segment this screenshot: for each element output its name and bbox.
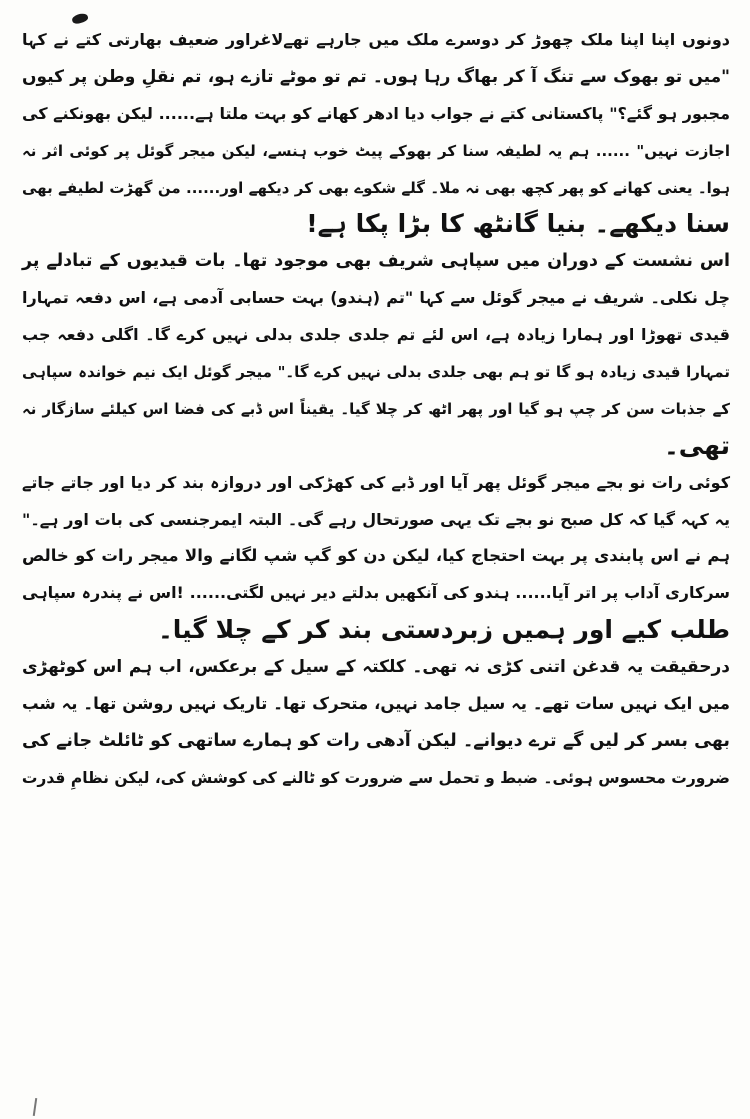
margin-pencil-mark: [33, 1098, 37, 1116]
text-line: یہ کہہ گیا کہ کل صبح نو بجے تک یہی صورتحال رہے گی۔ البتہ ایمرجنسی کی بات اور ہے۔": [22, 509, 731, 529]
text-line: ضرورت محسوس ہوئی۔ ضبط و تحمل سے ضرورت کو ٹالنے کی کوشش کی، لیکن نظامِ قدرت: [21, 768, 730, 787]
text-line: سرکاری آداب پر اتر آیا...... ہندو کی آنکھیں بدلتے دیر نہیں لگتی...... !اس نے پندرہ سپاہی: [22, 583, 730, 603]
text-line: کوئی رات نو بجے میجر گوئل پھر آیا اور ڈبے کی کھڑکی اور دروازہ بند کر دیا اور جاتے جاتے: [22, 472, 730, 492]
text-line: اجازت نہیں" ...... ہم یہ لطیفہ سنا کر بھوکے پیٹ خوب ہنسے، لیکن میجر گوئل پر کوئی اثر نہ: [22, 141, 730, 160]
text-line: طلب کیے اور ہمیں زبردستی بند کر کے چلا گیا۔: [158, 615, 730, 645]
paragraph-2: [22, 243, 730, 464]
text-line: میں ایک نہیں سات تھے۔ یہ سیل جامد نہیں، متحرک تھا۔ تاریک نہیں روشن تھا۔ یہ شب: [22, 694, 730, 714]
text-line: تھی۔: [664, 430, 730, 460]
text-line: قیدی تھوڑا اور ہمارا زیادہ ہے، اس لئے تم جلدی جلدی بدلی نہیں کرے گا۔ اگلی دفعہ جب: [22, 325, 730, 345]
text-line: اس نشست کے دوران میں سپاہی شریف بھی موجود تھا۔ بات قیدیوں کے تبادلے پر: [22, 251, 730, 272]
text-line: بھی بسر کر لیں گے ترے دیوانے۔ لیکن آدھی رات کو ہمارے ساتھی کو ٹائلٹ جانے کی: [22, 730, 730, 751]
text-line: کے جذبات سن کر چپ ہو گیا اور پھر اٹھ کر چلا گیا۔ یقیناً اس ڈبے کی فضا اس کیلئے سازگار نہ: [22, 399, 730, 418]
text-line: درحقیقت یہ قدغن اتنی کڑی نہ تھی۔ کلکتہ کے سیل کے برعکس، اب ہم اس کوٹھڑی: [22, 657, 730, 678]
text-line: سنا دیکھے۔ بنیا گانٹھ کا بڑا پکا ہے!: [306, 209, 730, 239]
text-line: مجبور ہو گئے؟" پاکستانی کتے نے جواب دیا ادھر کھانے کو بہت ملتا ہے...... لیکن بھونکنے کی: [22, 103, 730, 123]
text-line: ہوا۔ یعنی کھانے کو پھر کچھ بھی نہ ملا۔ گلے شکوے بھی کر دیکھے اور...... من گھڑت لطیفے بھی: [22, 178, 730, 197]
paragraph-3: [22, 465, 730, 649]
text-line: "میں تو بھوک سے تنگ آ کر بھاگ رہا ہوں۔ تم تو موٹے تازے ہو، تم نقلِ وطن پر کیوں: [22, 66, 730, 87]
paragraph-4: [22, 649, 730, 797]
paragraph-1: [22, 22, 730, 243]
text-line: دونوں اپنا اپنا ملک چھوڑ کر دوسرے ملک میں جارہے تھےلاغراور ضعیف بھارتی کتے نے کہا: [22, 30, 730, 49]
text-line: تمہارا قیدی زیادہ ہو گا تو ہم بھی جلدی بدلی نہیں کرے گا۔" میجر گوئل ایک نیم خواندہ سپاہی: [22, 363, 730, 382]
text-line: ہم نے اس پابندی پر بہت احتجاج کیا، لیکن دن کو گپ شپ لگانے والا میجر رات کو خالص: [22, 546, 730, 566]
text-line: چل نکلی۔ شریف نے میجر گوئل سے کہا "تم (ہندو) بہت حسابی آدمی ہے، اس دفعہ تمہارا: [22, 288, 730, 308]
